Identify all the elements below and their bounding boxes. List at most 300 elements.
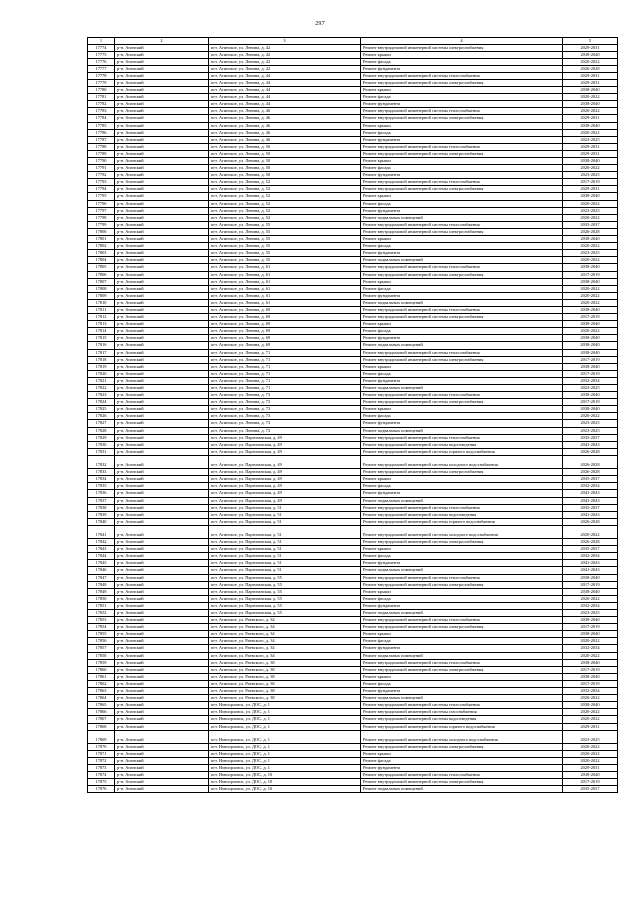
work-type-cell: Ремонт внутридомовой инженерной системы электроснабжения — [361, 150, 563, 157]
table-row — [88, 257, 618, 264]
period-cell: 2017-2019 — [563, 680, 618, 687]
row-number: 17810 — [88, 299, 115, 306]
work-type-cell: Ремонт подвальных помещений — [361, 299, 563, 306]
row-number: 17811 — [88, 306, 115, 313]
table-row — [88, 420, 618, 427]
address-cell: пгт. Агинское, ул. Партизанская, д. 51 — [209, 511, 361, 518]
address-cell: пгт. Агинское, ул. Ленина, д. 61 — [209, 299, 361, 306]
district-cell: р-н. Агинский — [115, 285, 209, 292]
row-number: 17838 — [88, 504, 115, 511]
work-type-cell: Ремонт внутридомовой инженерной системы электроснабжения — [361, 356, 563, 363]
table-row — [88, 645, 618, 652]
district-cell: р-н. Агинский — [115, 165, 209, 172]
row-number: 17864 — [88, 695, 115, 702]
work-type-cell: Ремонт подвальных помещений — [361, 257, 563, 264]
period-cell: 2026-2028 — [563, 469, 618, 476]
period-cell: 2020-2022 — [563, 292, 618, 299]
period-cell: 2023-2025 — [563, 250, 618, 257]
period-cell: 2038-2040 — [563, 617, 618, 624]
row-number: 17790 — [88, 158, 115, 165]
work-type-cell: Ремонт внутридомовой инженерной системы водоотведения — [361, 716, 563, 723]
period-cell: 2017-2019 — [563, 179, 618, 186]
address-cell: пгт. Агинское, ул. Ленина, д. 52 — [209, 207, 361, 214]
address-cell: пгт. Агинское, ул. Партизанская, д. 51 — [209, 539, 361, 546]
work-type-cell: Ремонт фундамента — [361, 602, 563, 609]
period-cell: 2023-2025 — [563, 427, 618, 434]
row-number: 17872 — [88, 757, 115, 764]
page-number: 297 — [315, 21, 325, 27]
column-header: 5 — [563, 38, 618, 45]
district-cell: р-н. Агинский — [115, 377, 209, 384]
work-type-cell: Ремонт внутридомовой инженерной системы теплоснабжения — [361, 349, 563, 356]
row-number: 17789 — [88, 150, 115, 157]
district-cell: р-н. Агинский — [115, 610, 209, 617]
address-cell: пгт. Агинское, ул. Ленина, д. 42 — [209, 58, 361, 65]
address-cell: пгт. Агинское, ул. Раевского, д. 38 — [209, 695, 361, 702]
table-row — [88, 441, 618, 448]
period-cell: 2038-2040 — [563, 588, 618, 595]
district-cell: р-н. Агинский — [115, 666, 209, 673]
row-number: 17844 — [88, 553, 115, 560]
address-cell: пгт. Агинское, ул. Ленина, д. 73 — [209, 427, 361, 434]
address-cell: пгт. Агинское, ул. Партизанская, д. 51 — [209, 567, 361, 574]
work-type-cell: Ремонт фасада — [361, 243, 563, 250]
row-number: 17862 — [88, 680, 115, 687]
district-cell: р-н. Агинский — [115, 271, 209, 278]
address-cell: пгт. Агинское, ул. Раевского, д. 34 — [209, 631, 361, 638]
district-cell: р-н. Агинский — [115, 786, 209, 793]
address-cell: пгт. Агинское, ул. Ленина, д. 69 — [209, 342, 361, 349]
work-type-cell: Ремонт внутридомовой инженерной системы теплоснабжения — [361, 108, 563, 115]
work-type-cell: Ремонт фасада — [361, 129, 563, 136]
district-cell: р-н. Агинский — [115, 420, 209, 427]
period-cell: 2041-2043 — [563, 567, 618, 574]
column-header: 4 — [361, 38, 563, 45]
period-cell: 2029-2031 — [563, 72, 618, 79]
period-cell: 2032-2034 — [563, 483, 618, 490]
table-row — [88, 448, 618, 455]
district-cell: р-н. Агинский — [115, 129, 209, 136]
district-cell: р-н. Агинский — [115, 228, 209, 235]
work-type-cell: Ремонт фундамента — [361, 136, 563, 143]
work-type-cell: Ремонт внутридомовой инженерной системы электроснабжения — [361, 115, 563, 122]
work-type-cell: Ремонт фундамента — [361, 101, 563, 108]
period-cell: 2038-2040 — [563, 122, 618, 129]
table-row — [88, 469, 618, 476]
district-cell: р-н. Агинский — [115, 65, 209, 72]
address-cell: пгт. Агинское, ул. Ленина, д. 61 — [209, 292, 361, 299]
row-number: 17863 — [88, 688, 115, 695]
address-cell: пгт. Агинское, ул. Партизанская, д. 51 — [209, 525, 361, 538]
district-cell: р-н. Агинский — [115, 385, 209, 392]
row-number: 17817 — [88, 349, 115, 356]
table-row — [88, 434, 618, 441]
period-cell: 2038-2040 — [563, 236, 618, 243]
row-number: 17849 — [88, 588, 115, 595]
period-cell: 2023-2025 — [563, 172, 618, 179]
work-type-cell: Ремонт подвальных помещений — [361, 214, 563, 221]
table-row — [88, 292, 618, 299]
work-type-cell: Ремонт внутридомовой инженерной системы горячего водоснабжения — [361, 448, 563, 455]
work-type-cell: Ремонт крыши — [361, 122, 563, 129]
row-number: 17788 — [88, 143, 115, 150]
district-cell: р-н. Агинский — [115, 214, 209, 221]
district-cell: р-н. Агинский — [115, 392, 209, 399]
district-cell: р-н. Агинский — [115, 321, 209, 328]
work-type-cell: Ремонт фундамента — [361, 292, 563, 299]
address-cell: пгт. Новоорловск, ул. ДОС, д. 1 — [209, 765, 361, 772]
work-type-cell: Ремонт внутридомовой инженерной системы теплоснабжения — [361, 574, 563, 581]
row-number: 17782 — [88, 101, 115, 108]
address-cell: пгт. Агинское, ул. Ленина, д. 44 — [209, 79, 361, 86]
address-cell: пгт. Агинское, ул. Партизанская, д. 51 — [209, 553, 361, 560]
address-cell: пгт. Агинское, ул. Партизанская, д. 55 — [209, 610, 361, 617]
address-cell: пгт. Агинское, ул. Партизанская, д. 49 — [209, 441, 361, 448]
period-cell: 2020-2022 — [563, 129, 618, 136]
work-type-cell: Ремонт внутридомовой инженерной системы теплоснабжения — [361, 617, 563, 624]
table-row — [88, 511, 618, 518]
row-number: 17845 — [88, 560, 115, 567]
address-cell: пгт. Агинское, ул. Ленина, д. 61 — [209, 278, 361, 285]
work-type-cell: Ремонт подвальных помещений — [361, 695, 563, 702]
district-cell: р-н. Агинский — [115, 101, 209, 108]
address-cell: пгт. Агинское, ул. Партизанская, д. 51 — [209, 560, 361, 567]
address-cell: пгт. Агинское, ул. Раевского, д. 34 — [209, 638, 361, 645]
row-number: 17840 — [88, 518, 115, 525]
address-cell: пгт. Агинское, ул. Ленина, д. 73 — [209, 399, 361, 406]
work-type-cell: Ремонт подвальных помещений — [361, 567, 563, 574]
table-row — [88, 673, 618, 680]
district-cell: р-н. Агинский — [115, 702, 209, 709]
address-cell: пгт. Новоорловск, ул. ДОС, д. 10 — [209, 772, 361, 779]
work-type-cell: Ремонт внутридомовой инженерной системы теплоснабжения — [361, 264, 563, 271]
work-type-cell: Ремонт внутридомовой инженерной системы электроснабжения — [361, 581, 563, 588]
work-type-cell: Ремонт внутридомовой инженерной системы холодного водоснабжения — [361, 525, 563, 538]
row-number: 17836 — [88, 490, 115, 497]
work-type-cell: Ремонт внутридомовой инженерной системы теплоснабжения — [361, 504, 563, 511]
address-cell: пгт. Агинское, ул. Ленина, д. 61 — [209, 285, 361, 292]
work-type-cell: Ремонт внутридомовой инженерной системы электроснабжения — [361, 539, 563, 546]
row-number: 17775 — [88, 51, 115, 58]
district-cell: р-н. Агинский — [115, 87, 209, 94]
work-type-cell: Ремонт фундамента — [361, 645, 563, 652]
address-cell: пгт. Агинское, ул. Ленина, д. 46 — [209, 108, 361, 115]
district-cell: р-н. Агинский — [115, 264, 209, 271]
period-cell: 2017-2019 — [563, 399, 618, 406]
address-cell: пгт. Агинское, ул. Ленина, д. 52 — [209, 179, 361, 186]
table-row — [88, 363, 618, 370]
row-number: 17816 — [88, 342, 115, 349]
district-cell: р-н. Агинский — [115, 659, 209, 666]
address-cell: пгт. Агинское, ул. Ленина, д. 50 — [209, 143, 361, 150]
work-type-cell: Ремонт фундамента — [361, 207, 563, 214]
district-cell: р-н. Агинский — [115, 278, 209, 285]
district-cell: р-н. Агинский — [115, 638, 209, 645]
address-cell: пгт. Агинское, ул. Ленина, д. 55 — [209, 250, 361, 257]
row-number: 17842 — [88, 539, 115, 546]
address-cell: пгт. Новоорловск, ул. ДОС, д. 10 — [209, 779, 361, 786]
address-cell: пгт. Агинское, ул. Партизанская, д. 51 — [209, 546, 361, 553]
row-number: 17778 — [88, 72, 115, 79]
district-cell: р-н. Агинский — [115, 772, 209, 779]
address-cell: пгт. Новоорловск, ул. ДОС, д. 1 — [209, 702, 361, 709]
district-cell: р-н. Агинский — [115, 511, 209, 518]
row-number: 17808 — [88, 285, 115, 292]
period-cell: 2026-2028 — [563, 65, 618, 72]
district-cell: р-н. Агинский — [115, 779, 209, 786]
table-row — [88, 321, 618, 328]
period-cell: 2038-2040 — [563, 193, 618, 200]
column-header: 3 — [209, 38, 361, 45]
period-cell: 2026-2028 — [563, 228, 618, 235]
address-cell: пгт. Агинское, ул. Партизанская, д. 49 — [209, 455, 361, 468]
row-number: 17795 — [88, 193, 115, 200]
table-row — [88, 87, 618, 94]
period-cell: 2038-2040 — [563, 702, 618, 709]
district-cell: р-н. Агинский — [115, 546, 209, 553]
address-cell: пгт. Агинское, ул. Ленина, д. 73 — [209, 406, 361, 413]
period-cell: 2017-2019 — [563, 779, 618, 786]
period-cell: 2032-2034 — [563, 602, 618, 609]
work-type-cell: Ремонт внутридомовой инженерной системы электроснабжения — [361, 314, 563, 321]
period-cell: 2020-2022 — [563, 243, 618, 250]
address-cell: пгт. Агинское, ул. Партизанская, д. 55 — [209, 602, 361, 609]
period-cell: 2029-2031 — [563, 79, 618, 86]
table-row — [88, 702, 618, 709]
work-type-cell: Ремонт внутридомовой инженерной системы водоотведения — [361, 511, 563, 518]
address-cell: пгт. Агинское, ул. Партизанская, д. 51 — [209, 504, 361, 511]
address-cell: пгт. Агинское, ул. Партизанская, д. 51 — [209, 518, 361, 525]
table-row — [88, 695, 618, 702]
table-row — [88, 709, 618, 716]
address-cell: пгт. Агинское, ул. Ленина, д. 44 — [209, 101, 361, 108]
address-cell: пгт. Агинское, ул. Ленина, д. 46 — [209, 136, 361, 143]
table-row — [88, 186, 618, 193]
row-number: 17827 — [88, 420, 115, 427]
district-cell: р-н. Агинский — [115, 335, 209, 342]
district-cell: р-н. Агинский — [115, 490, 209, 497]
row-number: 17876 — [88, 786, 115, 793]
table-row — [88, 560, 618, 567]
table-row — [88, 483, 618, 490]
work-type-cell: Ремонт внутридомовой инженерной системы электроснабжения — [361, 743, 563, 750]
address-cell: пгт. Агинское, ул. Ленина, д. 52 — [209, 200, 361, 207]
table-row — [88, 413, 618, 420]
work-type-cell: Ремонт фасада — [361, 757, 563, 764]
table-row — [88, 624, 618, 631]
row-number: 17870 — [88, 743, 115, 750]
work-type-cell: Ремонт подвальных помещений — [361, 497, 563, 504]
district-cell: р-н. Агинский — [115, 624, 209, 631]
period-cell: 2041-2043 — [563, 497, 618, 504]
district-cell: р-н. Агинский — [115, 143, 209, 150]
table-row — [88, 377, 618, 384]
address-cell: пгт. Агинское, ул. Раевского, д. 34 — [209, 645, 361, 652]
period-cell: 2035-2037 — [563, 221, 618, 228]
table-row — [88, 602, 618, 609]
table-row — [88, 143, 618, 150]
work-type-cell: Ремонт внутридомовой инженерной системы горячего водоснабжения — [361, 723, 563, 730]
address-cell: пгт. Агинское, ул. Ленина, д. 55 — [209, 221, 361, 228]
period-cell: 2038-2040 — [563, 406, 618, 413]
period-cell: 2038-2040 — [563, 574, 618, 581]
district-cell: р-н. Агинский — [115, 349, 209, 356]
period-cell: 2035-2037 — [563, 786, 618, 793]
table-row — [88, 518, 618, 525]
row-number: 17873 — [88, 765, 115, 772]
address-cell: пгт. Агинское, ул. Ленина, д. 73 — [209, 420, 361, 427]
address-cell: пгт. Агинское, ул. Ленина, д. 44 — [209, 87, 361, 94]
work-type-cell: Ремонт фасада — [361, 370, 563, 377]
period-cell: 2023-2025 — [563, 136, 618, 143]
work-type-cell: Ремонт фасада — [361, 328, 563, 335]
period-cell: 2017-2019 — [563, 314, 618, 321]
row-number: 17807 — [88, 278, 115, 285]
period-cell: 2029-2031 — [563, 115, 618, 122]
table-row — [88, 406, 618, 413]
district-cell: р-н. Агинский — [115, 750, 209, 757]
table-row — [88, 221, 618, 228]
work-type-cell: Ремонт внутридомовой инженерной системы теплоснабжения — [361, 659, 563, 666]
table-row — [88, 228, 618, 235]
period-cell: 2038-2040 — [563, 342, 618, 349]
table-row — [88, 264, 618, 271]
row-number: 17776 — [88, 58, 115, 65]
district-cell: р-н. Агинский — [115, 680, 209, 687]
row-number: 17875 — [88, 779, 115, 786]
period-cell: 2026-2028 — [563, 539, 618, 546]
period-cell: 2029-2031 — [563, 143, 618, 150]
period-cell: 2020-2022 — [563, 652, 618, 659]
table-row — [88, 427, 618, 434]
period-cell: 2026-2028 — [563, 448, 618, 455]
address-cell: пгт. Агинское, ул. Ленина, д. 69 — [209, 335, 361, 342]
table-row — [88, 497, 618, 504]
table-row — [88, 779, 618, 786]
address-cell: пгт. Новоорловск, ул. ДОС, д. 1 — [209, 723, 361, 730]
work-type-cell: Ремонт крыши — [361, 193, 563, 200]
period-cell: 2020-2022 — [563, 58, 618, 65]
address-cell: пгт. Агинское, ул. Ленина, д. 50 — [209, 150, 361, 157]
row-number: 17854 — [88, 624, 115, 631]
work-type-cell: Ремонт крыши — [361, 673, 563, 680]
table-row — [88, 659, 618, 666]
table-row — [88, 567, 618, 574]
table-row — [88, 617, 618, 624]
period-cell: 2020-2022 — [563, 525, 618, 538]
work-type-cell: Ремонт крыши — [361, 51, 563, 58]
address-cell: пгт. Агинское, ул. Ленина, д. 50 — [209, 158, 361, 165]
column-header: 1 — [88, 38, 115, 45]
row-number: 17865 — [88, 702, 115, 709]
period-cell: 2038-2040 — [563, 659, 618, 666]
address-cell: пгт. Агинское, ул. Ленина, д. 55 — [209, 228, 361, 235]
district-cell: р-н. Агинский — [115, 150, 209, 157]
district-cell: р-н. Агинский — [115, 221, 209, 228]
district-cell: р-н. Агинский — [115, 108, 209, 115]
row-number: 17831 — [88, 448, 115, 455]
row-number: 17861 — [88, 673, 115, 680]
row-number: 17813 — [88, 321, 115, 328]
period-cell: 2041-2043 — [563, 560, 618, 567]
district-cell: р-н. Агинский — [115, 631, 209, 638]
row-number: 17826 — [88, 413, 115, 420]
row-number: 17824 — [88, 399, 115, 406]
period-cell: 2038-2040 — [563, 264, 618, 271]
row-number: 17843 — [88, 546, 115, 553]
row-number: 17830 — [88, 441, 115, 448]
table-row — [88, 250, 618, 257]
period-cell: 2020-2022 — [563, 709, 618, 716]
address-cell: пгт. Агинское, ул. Ленина, д. 46 — [209, 129, 361, 136]
period-cell: 2035-2037 — [563, 434, 618, 441]
table-row — [88, 51, 618, 58]
period-cell: 2029-2031 — [563, 44, 618, 51]
period-cell: 2020-2022 — [563, 716, 618, 723]
period-cell: 2023-2025 — [563, 730, 618, 743]
period-cell: 2023-2025 — [563, 610, 618, 617]
table-row — [88, 129, 618, 136]
district-cell: р-н. Агинский — [115, 595, 209, 602]
table-row — [88, 122, 618, 129]
period-cell: 2020-2022 — [563, 757, 618, 764]
row-number: 17833 — [88, 469, 115, 476]
table-row — [88, 504, 618, 511]
district-cell: р-н. Агинский — [115, 497, 209, 504]
address-cell: пгт. Агинское, ул. Партизанская, д. 49 — [209, 469, 361, 476]
row-number: 17806 — [88, 271, 115, 278]
district-cell: р-н. Агинский — [115, 172, 209, 179]
table-row — [88, 271, 618, 278]
work-type-cell: Ремонт фасада — [361, 595, 563, 602]
period-cell: 2041-2043 — [563, 490, 618, 497]
district-cell: р-н. Агинский — [115, 51, 209, 58]
district-cell: р-н. Агинский — [115, 186, 209, 193]
row-number: 17792 — [88, 172, 115, 179]
district-cell: р-н. Агинский — [115, 193, 209, 200]
address-cell: пгт. Агинское, ул. Ленина, д. 44 — [209, 72, 361, 79]
work-type-cell: Ремонт крыши — [361, 321, 563, 328]
table-row — [88, 172, 618, 179]
table-row — [88, 150, 618, 157]
work-type-cell: Ремонт фундамента — [361, 335, 563, 342]
period-cell: 2020-2022 — [563, 200, 618, 207]
address-cell: пгт. Агинское, ул. Ленина, д. 69 — [209, 306, 361, 313]
work-type-cell: Ремонт внутридомовой инженерной системы электроснабжения — [361, 779, 563, 786]
row-number: 17821 — [88, 377, 115, 384]
district-cell: р-н. Агинский — [115, 730, 209, 743]
work-type-cell: Ремонт фундамента — [361, 250, 563, 257]
district-cell: р-н. Агинский — [115, 602, 209, 609]
period-cell: 2029-2031 — [563, 186, 618, 193]
address-cell: пгт. Агинское, ул. Ленина, д. 71 — [209, 356, 361, 363]
period-cell: 2023-2025 — [563, 420, 618, 427]
table-row — [88, 399, 618, 406]
work-type-cell: Ремонт крыши — [361, 588, 563, 595]
table-row — [88, 772, 618, 779]
row-number: 17850 — [88, 595, 115, 602]
row-number: 17777 — [88, 65, 115, 72]
district-cell: р-н. Агинский — [115, 539, 209, 546]
table-row — [88, 490, 618, 497]
work-type-cell: Ремонт фундамента — [361, 765, 563, 772]
table-row — [88, 553, 618, 560]
row-number: 17818 — [88, 356, 115, 363]
work-type-cell: Ремонт фасада — [361, 483, 563, 490]
row-number: 17781 — [88, 94, 115, 101]
district-cell: р-н. Агинский — [115, 483, 209, 490]
work-type-cell: Ремонт подвальных помещений — [361, 385, 563, 392]
